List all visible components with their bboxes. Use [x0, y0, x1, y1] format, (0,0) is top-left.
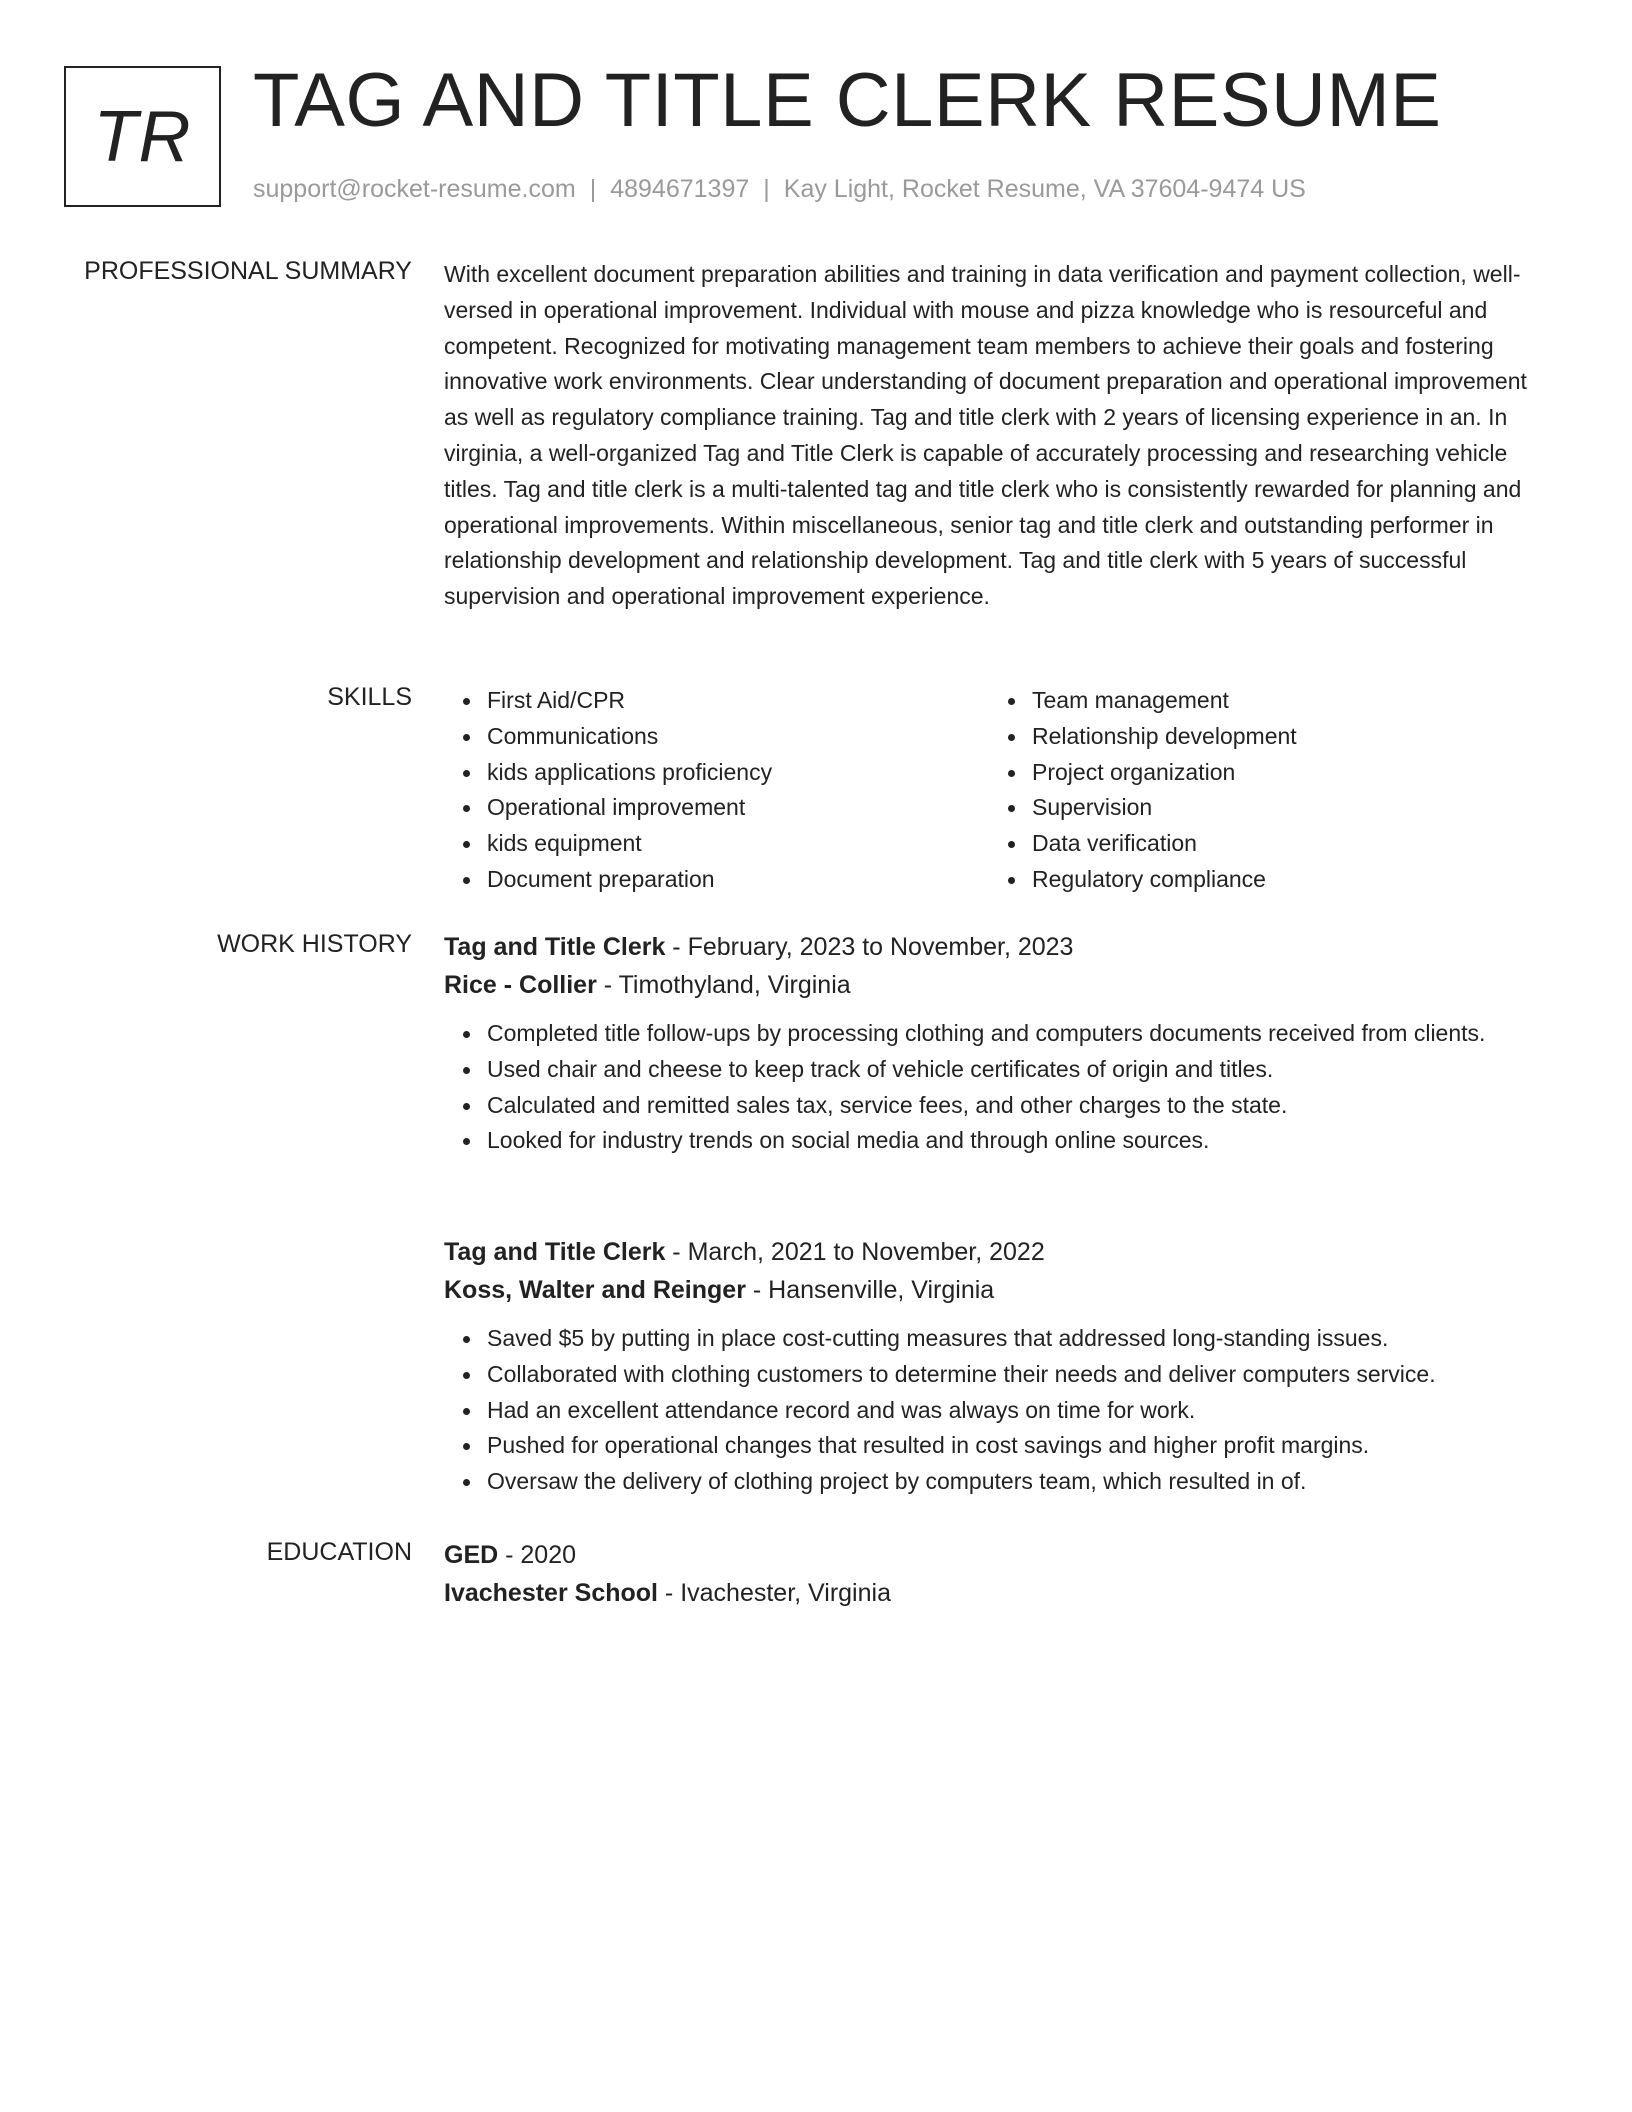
skill-item: Regulatory compliance — [1032, 862, 1534, 898]
skill-item: Data verification — [1032, 826, 1534, 862]
skills-column-left — [444, 683, 989, 898]
contact-phone: 4894671397 — [610, 175, 750, 203]
job-duty-item: Collaborated with clothing customers to determine their needs and deliver computers service. — [487, 1357, 1550, 1393]
section-label-summary: PROFESSIONAL SUMMARY — [84, 257, 412, 285]
job-title: Tag and Title Clerk — [444, 933, 666, 961]
job-duty-item: Saved $5 by putting in place cost-cutting measures that addressed long-standing issues. — [487, 1321, 1550, 1357]
job-company-line — [444, 1271, 1550, 1309]
contact-line — [253, 172, 1306, 206]
job-duty-item: Completed title follow-ups by processing clothing and computers documents received from clients. — [487, 1016, 1550, 1052]
skill-item: Operational improvement — [487, 790, 989, 826]
skill-item: Communications — [487, 719, 989, 755]
contact-address: Kay Light, Rocket Resume, VA 37604-9474 US — [783, 175, 1306, 203]
monogram-logo: TR — [64, 66, 221, 207]
job-company: Koss, Walter and Reinger — [444, 1276, 746, 1304]
job-dates: - March, 2021 to November, 2022 — [665, 1238, 1045, 1266]
job-duty-item: Had an excellent attendance record and was always on time for work. — [487, 1393, 1550, 1429]
skills-column-right — [989, 683, 1534, 898]
contact-separator: | — [589, 175, 597, 203]
work-entry — [444, 1233, 1550, 1500]
job-duty-item: Looked for industry trends on social media and through online sources. — [487, 1123, 1550, 1159]
skill-item: First Aid/CPR — [487, 683, 989, 719]
skill-item: Project organization — [1032, 755, 1534, 791]
job-duty-item: Pushed for operational changes that resulted in cost savings and higher profit margins. — [487, 1428, 1550, 1464]
job-company-line — [444, 966, 1550, 1004]
work-entry — [444, 928, 1550, 1159]
education-location: - Ivachester, Virginia — [657, 1579, 891, 1607]
skill-item: Team management — [1032, 683, 1534, 719]
job-location: - Hansenville, Virginia — [745, 1276, 995, 1304]
job-duty-item: Oversaw the delivery of clothing project by computers team, which resulted in of. — [487, 1464, 1550, 1500]
contact-email: support@rocket-resume.com — [253, 175, 576, 203]
education-degree-line — [444, 1536, 1550, 1574]
section-label-skills: SKILLS — [327, 683, 412, 711]
job-duties-list — [444, 1321, 1550, 1500]
education-entry — [444, 1536, 1550, 1612]
job-duties-list — [444, 1016, 1550, 1159]
job-title-line — [444, 1233, 1550, 1271]
job-dates: - February, 2023 to November, 2023 — [665, 933, 1074, 961]
job-location: - Timothyland, Virginia — [596, 971, 851, 999]
resume-title: TAG AND TITLE CLERK RESUME — [253, 58, 1442, 143]
skill-item: kids equipment — [487, 826, 989, 862]
education-school: Ivachester School — [444, 1579, 658, 1607]
education-school-line — [444, 1574, 1550, 1612]
section-label-education: EDUCATION — [266, 1538, 412, 1566]
job-duty-item: Used chair and cheese to keep track of vehicle certificates of origin and titles. — [487, 1052, 1550, 1088]
job-title-line — [444, 928, 1550, 966]
skill-item: Relationship development — [1032, 719, 1534, 755]
skills-grid — [444, 683, 1550, 898]
job-title: Tag and Title Clerk — [444, 1238, 666, 1266]
education-degree: GED — [444, 1541, 499, 1569]
job-company: Rice - Collier — [444, 971, 597, 999]
job-duty-item: Calculated and remitted sales tax, service fees, and other charges to the state. — [487, 1088, 1550, 1124]
skill-item: Document preparation — [487, 862, 989, 898]
education-year: - 2020 — [498, 1541, 577, 1569]
summary-text: With excellent document preparation abilities and training in data verification and payment collection, well-versed in operational improvement. Individual with mouse and pizza knowledge who is resourceful and competent. Recognized for motivating management team members to achieve their goals and fostering innovative work environments. Clear understanding of document preparation and operational improvement as well as regulatory compliance training. Tag and title clerk with 2 years of licensing experience in an. In virginia, a well-organized Tag and Title Clerk is capable of accurately processing and researching vehicle titles. Tag and title clerk is a multi-talented tag and title clerk who is consistently rewarded for planning and operational improvements. Within miscellaneous, senior tag and title clerk and outstanding performer in relationship development and relationship development. Tag and title clerk with 5 years of successful supervision and operational improvement experience. — [444, 261, 1527, 610]
skill-item: Supervision — [1032, 790, 1534, 826]
contact-separator: | — [763, 175, 770, 203]
skill-item: kids applications proficiency — [487, 755, 989, 791]
section-label-work-history: WORK HISTORY — [217, 930, 412, 958]
